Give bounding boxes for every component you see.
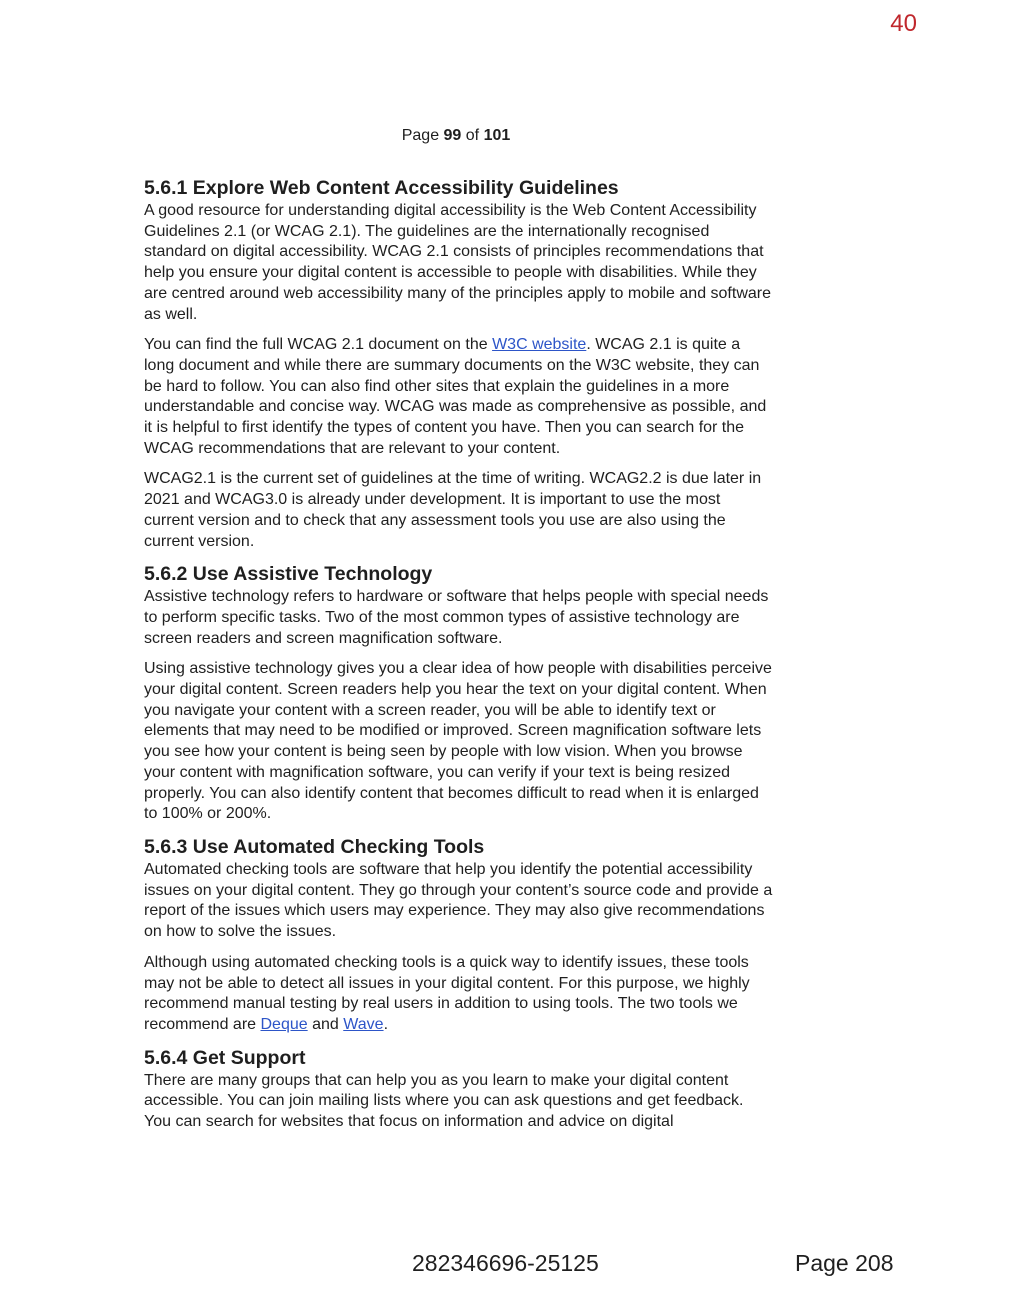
paragraph: Assistive technology refers to hardware or software that helps people with special needs to perform specific tasks. Two of the most common types of assistive technology are screen readers and screen magnification software. xyxy=(144,588,769,647)
document-body xyxy=(144,176,774,1143)
page-indicator-total: 101 xyxy=(483,127,511,144)
paragraph: Automated checking tools are software that help you identify the potential accessibility issues on your digital content. They go through your content’s source code and provide a report of the issues which users may experience. They may also give recommendations on how to solve the issues. xyxy=(144,860,773,941)
paragraph: WCAG2.1 is the current set of guidelines at the time of writing. WCAG2.2 is due later in 2021 and WCAG3.0 is already under development. It is important to use the most current version and to check that any assessment tools you use are also using the current version. xyxy=(144,470,762,550)
paragraph-text: . WCAG 2.1 is quite a long document and while there are summary documents on the W3C website, they can be hard to follow. You can also find other sites that explain the guidelines in a more understandable and concise way. WCAG was made as comprehensive as possible, and it is helpful to first identify the types of content you have. Then you can search for the WCAG recommendations that are relevant to your content. xyxy=(144,336,767,457)
page-indicator-of: of xyxy=(461,127,484,144)
paragraph: A good resource for understanding digital accessibility is the Web Content Accessibility Guidelines 2.1 (or WCAG 2.1). The guidelines are the internationally recognised standard on digital accessibility. WCAG 2.1 consists of principles recommendations that help you ensure your digital content is accessible to people with disabilities. While they are centred around web accessibility many of the principles apply to mobile and software as well. xyxy=(144,202,771,323)
page-indicator-current: 99 xyxy=(443,127,462,144)
paragraph-text: . xyxy=(383,1015,389,1033)
footer-page-number: Page 208 xyxy=(795,1250,894,1276)
section-5-6-1 xyxy=(144,176,774,552)
section-heading: 5.6.2 Use Assistive Technology xyxy=(144,563,433,586)
page-indicator-prefix: Page xyxy=(401,127,444,144)
section-5-6-2 xyxy=(144,562,774,825)
paragraph: There are many groups that can help you as you learn to make your digital content accessible. You can join mailing lists where you can ask questions and get feedback. You can search for websites that focus on information and advice on digital xyxy=(144,1071,744,1131)
page-indicator xyxy=(0,127,912,145)
footer-document-id: 282346696-25125 xyxy=(412,1250,599,1276)
section-heading: 5.6.1 Explore Web Content Accessibility Guidelines xyxy=(144,177,619,199)
section-heading: 5.6.3 Use Automated Checking Tools xyxy=(144,835,485,858)
paragraph xyxy=(144,953,774,1036)
section-heading: 5.6.4 Get Support xyxy=(144,1046,306,1069)
section-5-6-3 xyxy=(144,835,774,1036)
paragraph-text: You can find the full WCAG 2.1 document on the xyxy=(144,336,493,354)
w3c-website-link[interactable]: W3C website xyxy=(492,336,587,354)
deque-link[interactable]: Deque xyxy=(260,1015,308,1033)
corner-page-number: 40 xyxy=(890,10,917,37)
paragraph xyxy=(144,335,774,459)
paragraph: Using assistive technology gives you a clear idea of how people with disabilities perceive your digital content. Screen readers help you hear the text on your digital content. When you navigate your content with a screen reader, you will be able to identify text or elements that may need to be modified or improved. Screen magnification software lets you see how your content is being seen by people with low vision. When you browse your content with magnification software, you can verify if your text is being resized properly. You can also identify content that becomes difficult to read when it is enlarged to 100% or 200%. xyxy=(144,660,772,823)
wave-link[interactable]: Wave xyxy=(343,1015,384,1033)
paragraph-text: Although using automated checking tools is a quick way to identify issues, these tools may not be able to detect all issues in your digital content. For this purpose, we highly recommend manual testing by real users in addition to using tools. The two tools we recommend are xyxy=(144,953,750,1033)
section-5-6-4 xyxy=(144,1046,774,1133)
paragraph-text: and xyxy=(307,1015,344,1033)
